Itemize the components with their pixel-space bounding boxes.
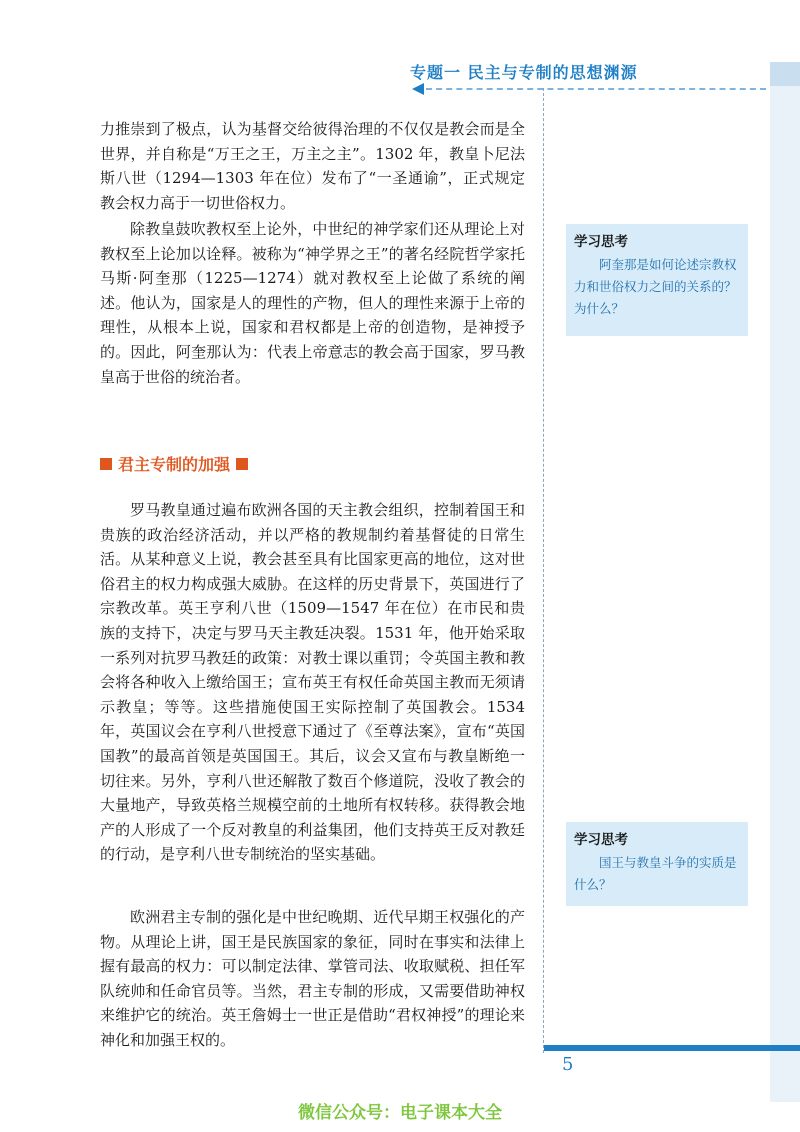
body-paragraph-4: 欧洲君主专制的强化是中世纪晚期、近代早期王权强化的产物。从理论上讲，国王是民族国家的象征，同时在事实和法律上握有最高的权力：可以制定法律、掌管司法、收取赋税、担任军队统帅和任命官员等。当然，君主专制的形成，又需要借助神权来维护它的统治。英王詹姆士一世正是借助“君权神授”的理论来神化和加强王权的。 xyxy=(100,908,525,1049)
right-margin-bar xyxy=(770,62,800,1102)
right-margin-bar-header xyxy=(770,62,800,86)
study-think-title: 学习思考 xyxy=(574,234,628,250)
column-divider xyxy=(543,88,544,1053)
footer-watermark: 微信公众号：电子课本大全 xyxy=(298,1103,502,1123)
study-think-box-2 xyxy=(566,822,748,906)
footer-accent-bar xyxy=(544,1045,800,1051)
header-dashed-line xyxy=(426,88,766,90)
study-think-title: 学习思考 xyxy=(574,832,628,848)
square-bullet-icon xyxy=(100,458,112,470)
body-paragraph-2: 除教皇鼓吹教权至上论外，中世纪的神学家们还从理论上对教权至上论加以诠释。被称为“神学界之王”的著名经院哲学家托马斯·阿奎那（1225—1274）就对教权至上论做了系统的阐述。他认为，国家是人的理性的产物，但人的理性来源于上帝的理性，从根本上说，国家和君权都是上帝的创造物，是神授予的。因此，阿奎那认为：代表上帝意志的教会高于国家，罗马教皇高于世俗的统治者。 xyxy=(100,220,525,386)
section-heading-text: 君主专制的加强 xyxy=(118,455,231,474)
body-paragraph-1: 力推崇到了极点，认为基督交给彼得治理的不仅仅是教会而是全世界，并自称是“万王之王，万主之主”。1302 年，教皇卜尼法斯八世（1294—1303 年在位）发布了“一圣通谕”，正式规定教会权力高于一切世俗权力。 xyxy=(100,120,525,212)
square-bullet-icon xyxy=(236,458,248,470)
page-number: 5 xyxy=(562,1054,574,1075)
study-think-box-1 xyxy=(566,224,748,336)
section-heading xyxy=(100,452,248,475)
body-paragraph-3: 罗马教皇通过遍布欧洲各国的天主教会组织，控制着国王和贵族的政治经济活动，并以严格的教规制约着基督徒的日常生活。从某种意义上说，教会甚至具有比国家更高的地位，这对世俗君主的权力构成强大威胁。在这样的历史背景下，英国进行了宗教改革。英王亨利八世（1509—1547 年在位）在市民和贵族的支持下，决定与罗马天主教廷决裂。1531 年，他开始采取一系列对抗罗马教廷的政策：对教士课以重罚；令英国主教和教会将各种收入上缴给国王；宣布英王有权任命英国主教而无须请示教皇；等等。这些措施使国王实际控制了英国教会。1534 年，英国议会在亨利八世授意下通过了《至尊法案》，宣布“英国国教”的最高首领是英国国王。其后，议会又宣布与教皇断绝一切往来。另外，亨利八世还解散了数百个修道院，没收了教会的大量地产，导致英格兰规模空前的土地所有权转移。获得教会地产的人形成了一个反对教皇的利益集团，他们支持英王反对教廷的行动，是亨利八世专制统治的坚实基础。 xyxy=(100,501,525,864)
running-header-title: 专题一 民主与专制的思想渊源 xyxy=(410,63,638,82)
header-arrow-icon xyxy=(412,83,424,95)
study-think-question: 阿奎那是如何论述宗教权力和世俗权力之间的关系的？为什么？ xyxy=(574,257,737,316)
study-think-question: 国王与教皇斗争的实质是什么？ xyxy=(574,855,737,892)
